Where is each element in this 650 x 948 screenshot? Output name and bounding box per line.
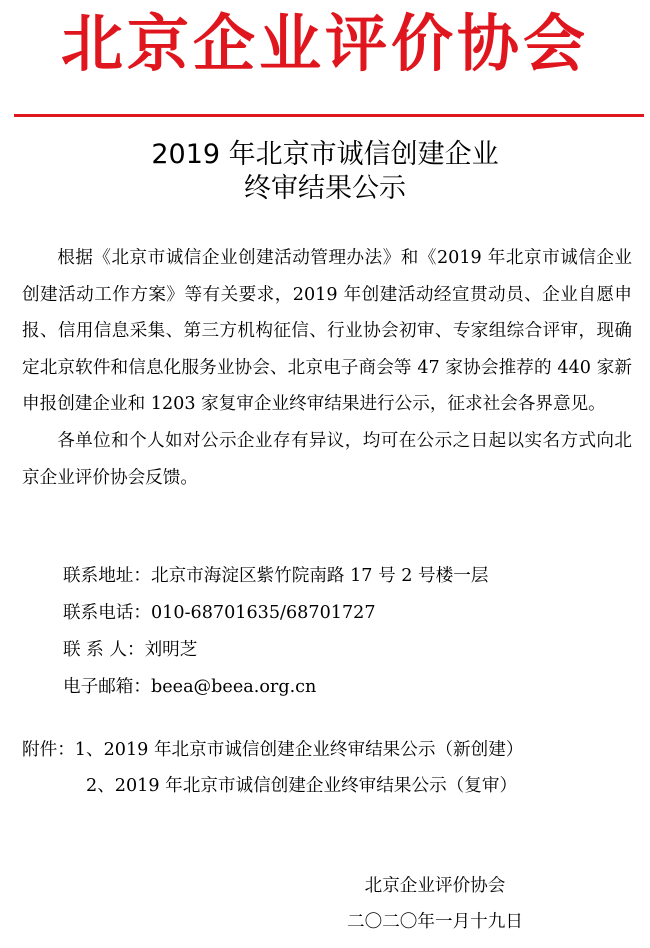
attachment-item-1: 1、2019 年北京市诚信创建企业终审结果公示（新创建） [74, 740, 524, 760]
document-title-line-1: 2019 年北京市诚信创建企业 [151, 139, 499, 170]
attachments [22, 732, 523, 804]
attachment-row-2 [22, 768, 523, 804]
contact-person-row [63, 632, 488, 669]
document-body [22, 240, 632, 496]
contact-address-label: 联系地址： [63, 566, 151, 586]
contact-person-value: 刘明芝 [144, 640, 198, 660]
signature-date: 二〇二〇年一月十九日 [347, 912, 523, 932]
attachments-label: 附件： [22, 740, 75, 760]
contact-person-label: 联 系 人： [63, 640, 145, 660]
contact-email-row [63, 669, 488, 706]
body-paragraph-2: 各单位和个人如对公示企业存有异议，均可在公示之日起以实名方式向北京企业评价协会反馈。 [22, 430, 632, 488]
letterhead-title: 北京企业评价协会 [60, 7, 589, 80]
letterhead-rule [14, 114, 644, 117]
contact-address-value: 北京市海淀区紫竹院南路 17 号 2 号楼一层 [150, 566, 489, 586]
contact-info [63, 558, 488, 706]
contact-phone-value: 010-68701635/68701727 [150, 603, 376, 623]
contact-address-row [63, 558, 488, 595]
signature-org: 北京企业评价协会 [364, 876, 506, 896]
contact-phone-row [63, 595, 488, 632]
signature-block [320, 868, 550, 940]
attachment-row-1 [22, 732, 523, 768]
contact-email-label: 电子邮箱： [63, 677, 151, 697]
document-title-line-2: 终审结果公示 [244, 173, 406, 204]
body-paragraph-1: 根据《北京市诚信企业创建活动管理办法》和《2019 年北京市诚信企业创建活动工作方案》等有关要求，2019 年创建活动经宣贯动员、企业自愿申报、信用信息采集、第三方机构征信、行业协会初审、专家组综合评审，现确定北京软件和信息化服务业协会、北京电子商会等 47 家协会推荐的 440 家新申报创建企业和 1203 家复审企业终审结果进行公示，征求社会各界意见。 [22, 248, 632, 415]
contact-phone-label: 联系电话： [63, 603, 151, 623]
attachment-item-2: 2、2019 年北京市诚信创建企业终审结果公示（复审） [86, 776, 518, 796]
contact-email-value: beea@beea.org.cn [150, 677, 317, 697]
